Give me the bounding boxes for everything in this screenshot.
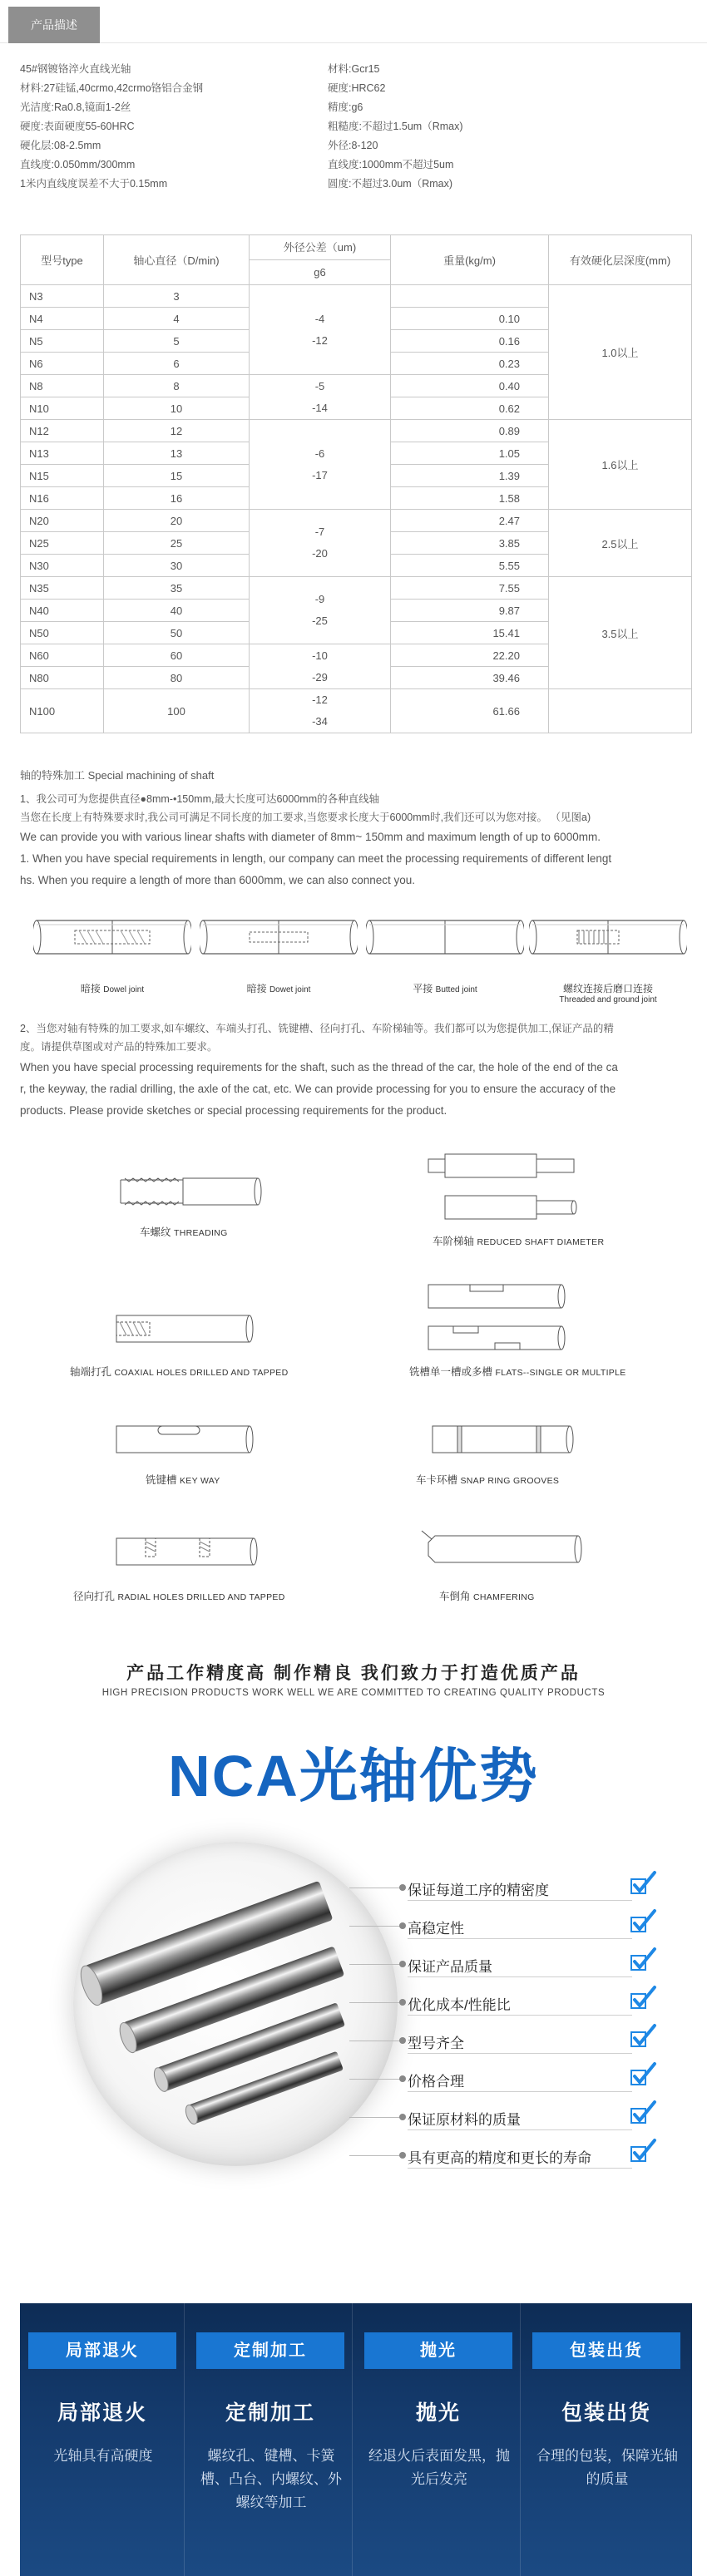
cell-type: N10: [21, 397, 104, 420]
cell-depth: 1.6以上: [549, 420, 692, 510]
spec-column-right: [328, 60, 677, 194]
feature-title: 定制加工: [225, 2401, 315, 2425]
checkmark-icon: [629, 2100, 657, 2128]
cell-weight: 22.20: [391, 644, 549, 667]
tolerance-upper: -10: [312, 649, 328, 662]
cell-tolerance: [250, 420, 391, 510]
dowet-joint-diagram: [200, 902, 358, 985]
cell-depth: 2.5以上: [549, 510, 692, 577]
cell-diameter: 35: [104, 577, 250, 600]
cell-type: N16: [21, 487, 104, 510]
machining-paragraph-1-en: We can provide you with various linear shafts with diameter of 8mm~ 150mm and maximum length of up to 6000mm.: [20, 831, 601, 843]
cell-diameter: 8: [104, 375, 250, 397]
spec-line: 直线度:0.050mm/300mm: [20, 159, 136, 170]
machining-paragraph-2-cn-b: 度。请提供草图或对产品的特殊加工要求。: [20, 1041, 218, 1053]
cell-weight: 0.23: [391, 353, 549, 375]
advantage-item: 高稳定性: [399, 1912, 682, 1945]
tolerance-upper: -7: [314, 526, 325, 538]
tolerance-upper: -12: [312, 693, 328, 706]
process-caption-snap-ring: 车卡环槽 SNAP RING GROOVES: [416, 1474, 560, 1486]
spec-line: 硬度:HRC62: [328, 82, 386, 94]
advantage-item: 具有更高的精度和更长的寿命: [399, 2141, 682, 2174]
tolerance-upper: -6: [314, 447, 325, 460]
table-row: [21, 689, 692, 733]
machining-paragraph-1-en-3: hs. When you require a length of more than 6000mm, we can also connect you.: [20, 874, 416, 886]
cell-weight: 3.85: [391, 532, 549, 555]
tolerance-lower: -17: [312, 468, 328, 481]
checkmark-icon: [629, 2138, 657, 2166]
header-depth: 有效硬化层深度(mm): [549, 235, 692, 285]
checkmark-icon: [629, 1908, 657, 1937]
feature-title: 局部退火: [57, 2401, 147, 2425]
cell-type: N60: [21, 644, 104, 667]
slogan: 产品工作精度高 制作精良 我们致力于打造优质产品: [126, 1664, 581, 1683]
cell-tolerance: [250, 510, 391, 577]
cell-type: N15: [21, 465, 104, 487]
machining-paragraph-2-en-b: r, the keyway, the radial drilling, the axle of the cat, etc. We can provide processing for you to ensure the accuracy of the: [20, 1083, 616, 1095]
cell-tolerance: [250, 644, 391, 689]
cell-diameter: 3: [104, 285, 250, 308]
process-caption-threading: 车螺纹 THREADING: [140, 1226, 228, 1238]
cell-weight: 1.39: [391, 465, 549, 487]
header-type: 型号type: [21, 235, 104, 285]
feature-column-custom: [188, 2303, 353, 2576]
feature-title: 包装出货: [561, 2401, 651, 2425]
spec-line: 精度:g6: [328, 101, 363, 113]
feature-desc: 合理的包装，保障光轴的质量: [536, 2448, 678, 2487]
table-row: [21, 420, 692, 442]
table-header-row: [21, 235, 692, 285]
cell-depth: 1.0以上: [549, 285, 692, 420]
process-caption-coaxial-holes: 轴端打孔 COAXIAL HOLES DRILLED AND TAPPED: [70, 1366, 289, 1378]
advantage-item: 价格合理: [399, 2065, 682, 2098]
machining-paragraph-1-cn-a: 1、我公司可为您提供直径●8mm-•150mm,最大长度可达6000mm的各种直线轴: [20, 793, 380, 805]
process-caption-keyway: 铣键槽 KEY WAY: [146, 1474, 220, 1486]
cell-weight: 0.16: [391, 330, 549, 353]
cell-diameter: 80: [104, 667, 250, 689]
cell-diameter: 40: [104, 600, 250, 622]
checkmark-icon: [629, 2023, 657, 2051]
tolerance-upper: -9: [314, 593, 325, 605]
keyway-diagram: [108, 1418, 254, 1463]
cell-tolerance: [250, 689, 391, 733]
joint-caption: 平接 Butted joint: [413, 983, 477, 994]
dowel-joint-diagram: [33, 902, 191, 985]
flats-diagram: [420, 1276, 574, 1360]
coaxial-holes-diagram: [108, 1304, 254, 1354]
checkmark-icon: [629, 1985, 657, 2013]
cell-weight: 0.62: [391, 397, 549, 420]
cell-weight: 0.10: [391, 308, 549, 330]
feature-head: 定制加工: [196, 2332, 344, 2369]
spec-line: 材料:27硅锰,40crmo,42crmo铬铝合金钢: [20, 82, 204, 94]
reduced-shaft-diagram: [420, 1147, 582, 1231]
cell-type: N3: [21, 285, 104, 308]
process-caption-chamfering: 车倒角 CHAMFERING: [439, 1591, 535, 1602]
cell-type: N12: [21, 420, 104, 442]
joint-caption: 暗接 Dowel joint: [80, 983, 145, 994]
spec-table: [20, 234, 692, 733]
advantage-item: 保证产品质量: [399, 1950, 682, 1983]
cell-weight: 9.87: [391, 600, 549, 622]
cell-weight: 1.58: [391, 487, 549, 510]
cell-weight: 0.89: [391, 420, 549, 442]
cell-diameter: 100: [104, 689, 250, 733]
cell-weight: 5.55: [391, 555, 549, 577]
cell-tolerance: [250, 285, 391, 375]
machining-paragraph-2-en-a: When you have special processing requirements for the shaft, such as the thread of the car, the hole of the end of the ca: [20, 1061, 618, 1073]
cell-tolerance: [250, 375, 391, 420]
cell-type: N40: [21, 600, 104, 622]
cell-diameter: 60: [104, 644, 250, 667]
joint-caption: 螺纹连接后磨口连接 Threaded and ground joint: [559, 983, 657, 1004]
cell-weight: 1.05: [391, 442, 549, 465]
checkmark-icon: [629, 2061, 657, 2090]
header-bar: [0, 0, 707, 43]
cell-diameter: 13: [104, 442, 250, 465]
feature-title: 抛光: [415, 2401, 461, 2425]
cell-diameter: 6: [104, 353, 250, 375]
cell-type: N4: [21, 308, 104, 330]
spec-line: 直线度:1000mm不超过5um: [328, 159, 454, 170]
header-diameter: 轴心直径（D/min): [104, 235, 250, 285]
cell-weight: 2.47: [391, 510, 549, 532]
checkmark-icon: [629, 1870, 657, 1898]
machining-paragraph-2-cn-a: 2、当您对轴有特殊的加工要求,如车螺纹、车端头打孔、铣键槽、径向打孔、车阶梯轴等。我们都可以为您提供加工,保证产品的精: [20, 1023, 614, 1034]
cell-type: N35: [21, 577, 104, 600]
spec-line: 外径:8-120: [328, 140, 378, 151]
tolerance-lower: -25: [312, 614, 328, 627]
cell-weight: 39.46: [391, 667, 549, 689]
cell-diameter: 20: [104, 510, 250, 532]
feature-head: 抛光: [364, 2332, 512, 2369]
cell-depth: [549, 689, 692, 733]
cell-type: N50: [21, 622, 104, 644]
spec-line: 硬度:表面硬度55-60HRC: [20, 121, 135, 132]
cell-weight: 61.66: [391, 689, 549, 733]
feature-band: [20, 2303, 692, 2576]
cell-diameter: 15: [104, 465, 250, 487]
butted-joint-diagram: [366, 902, 524, 985]
advantage-item: 优化成本/性能比: [399, 1988, 682, 2021]
header-tolerance: [250, 235, 391, 285]
special-machining-title: 轴的特殊加工 Special machining of shaft: [20, 769, 215, 782]
advantage-item: 保证原材料的质量: [399, 2103, 682, 2136]
cell-weight: 7.55: [391, 577, 549, 600]
tolerance-lower: -20: [312, 547, 328, 560]
tolerance-lower: -34: [312, 715, 328, 728]
joint-caption: 暗接 Dowet joint: [246, 983, 311, 994]
header-weight: 重量(kg/m): [391, 235, 549, 285]
cell-type: N30: [21, 555, 104, 577]
cell-weight: 15.41: [391, 622, 549, 644]
spec-line: 圆度:不超过3.0um（Rmax): [328, 178, 453, 190]
spec-line: 粗糙度:不超过1.5um（Rmax): [328, 121, 463, 132]
snap-ring-diagram: [424, 1418, 578, 1463]
tolerance-upper: -4: [314, 312, 325, 325]
cell-diameter: 16: [104, 487, 250, 510]
cell-type: N5: [21, 330, 104, 353]
machining-paragraph-1-cn-b: 当您在长度上有特殊要求时,我公司可满足不同长度的加工要求,当您要求长度大于6000mm时,我们还可以为您对接。 （见图a): [20, 812, 591, 823]
feature-desc: 螺纹孔、键槽、卡簧槽、凸台、内螺纹、外螺纹等加工: [200, 2448, 342, 2510]
cell-weight: 0.40: [391, 375, 549, 397]
tolerance-upper: -5: [314, 379, 325, 392]
spec-line: 硬化层:08-2.5mm: [20, 140, 101, 151]
cell-diameter: 10: [104, 397, 250, 420]
chamfering-diagram: [420, 1526, 586, 1576]
header-tolerance-sub: g6: [314, 266, 326, 279]
tolerance-lower: -29: [312, 670, 328, 683]
cell-type: N80: [21, 667, 104, 689]
threading-diagram: [116, 1168, 262, 1214]
machining-paragraph-2-en-c: products. Please provide sketches or special processing requirements for the product.: [20, 1104, 447, 1117]
feature-column-annealing: [20, 2303, 185, 2576]
threaded-ground-joint-diagram: [529, 902, 687, 985]
cell-tolerance: [250, 577, 391, 644]
cell-type: N20: [21, 510, 104, 532]
spec-line: 材料:Gcr15: [328, 63, 380, 75]
process-caption-radial-holes: 径向打孔 RADIAL HOLES DRILLED AND TAPPED: [73, 1591, 285, 1602]
header-tolerance-label: 外径公差（um): [250, 235, 390, 260]
cell-diameter: 50: [104, 622, 250, 644]
spec-line: 1米内直线度误差不大于0.15mm: [20, 178, 168, 190]
cell-type: N13: [21, 442, 104, 465]
feature-column-polish: [356, 2303, 521, 2576]
cell-type: N6: [21, 353, 104, 375]
cell-diameter: 30: [104, 555, 250, 577]
cell-diameter: 12: [104, 420, 250, 442]
advantage-item: 型号齐全: [399, 2026, 682, 2060]
machining-paragraph-1-en-2: 1. When you have special requirements in length, our company can meet the processing requirements of different lengt: [20, 852, 612, 865]
process-caption-flats: 铣槽单一槽或多槽 FLATS--SINGLE OR MULTIPLE: [409, 1366, 626, 1378]
advantage-item: 保证每道工序的精密度: [399, 1873, 682, 1907]
spec-line: 45#钢镀铬淬火直线光轴: [20, 63, 131, 75]
table-row: [21, 510, 692, 532]
feature-head: 包装出货: [532, 2332, 680, 2369]
cell-type: N8: [21, 375, 104, 397]
feature-desc: 经退火后表面发黑，抛光后发亮: [368, 2448, 510, 2487]
feature-desc: 光轴具有高硬度: [53, 2448, 153, 2464]
feature-head: 局部退火: [28, 2332, 176, 2369]
radial-holes-diagram: [108, 1530, 258, 1576]
cell-diameter: 25: [104, 532, 250, 555]
cell-type: N100: [21, 689, 104, 733]
spec-column-left: [20, 60, 328, 194]
advantages-title: NCA光轴优势: [168, 1744, 539, 1809]
table-row: [21, 285, 692, 308]
cell-depth: 3.5以上: [549, 577, 692, 689]
process-caption-reduced-shaft: 车阶梯轴 REDUCED SHAFT DIAMETER: [433, 1236, 605, 1247]
cell-diameter: 4: [104, 308, 250, 330]
checkmark-icon: [629, 1947, 657, 1975]
feature-column-packing: [524, 2303, 692, 2576]
table-row: [21, 577, 692, 600]
cell-diameter: 5: [104, 330, 250, 353]
tolerance-lower: -12: [312, 333, 328, 347]
cell-type: N25: [21, 532, 104, 555]
cell-weight: [391, 285, 549, 308]
spec-line: 光洁度:Ra0.8,镜面1-2丝: [20, 101, 131, 113]
slogan-en: HIGH PRECISION PRODUCTS WORK WELL WE ARE COMMITTED TO CREATING QUALITY PRODUCTS: [101, 1688, 606, 1698]
tolerance-lower: -14: [312, 401, 328, 414]
tab-product-description[interactable]: 产品描述: [8, 7, 100, 43]
